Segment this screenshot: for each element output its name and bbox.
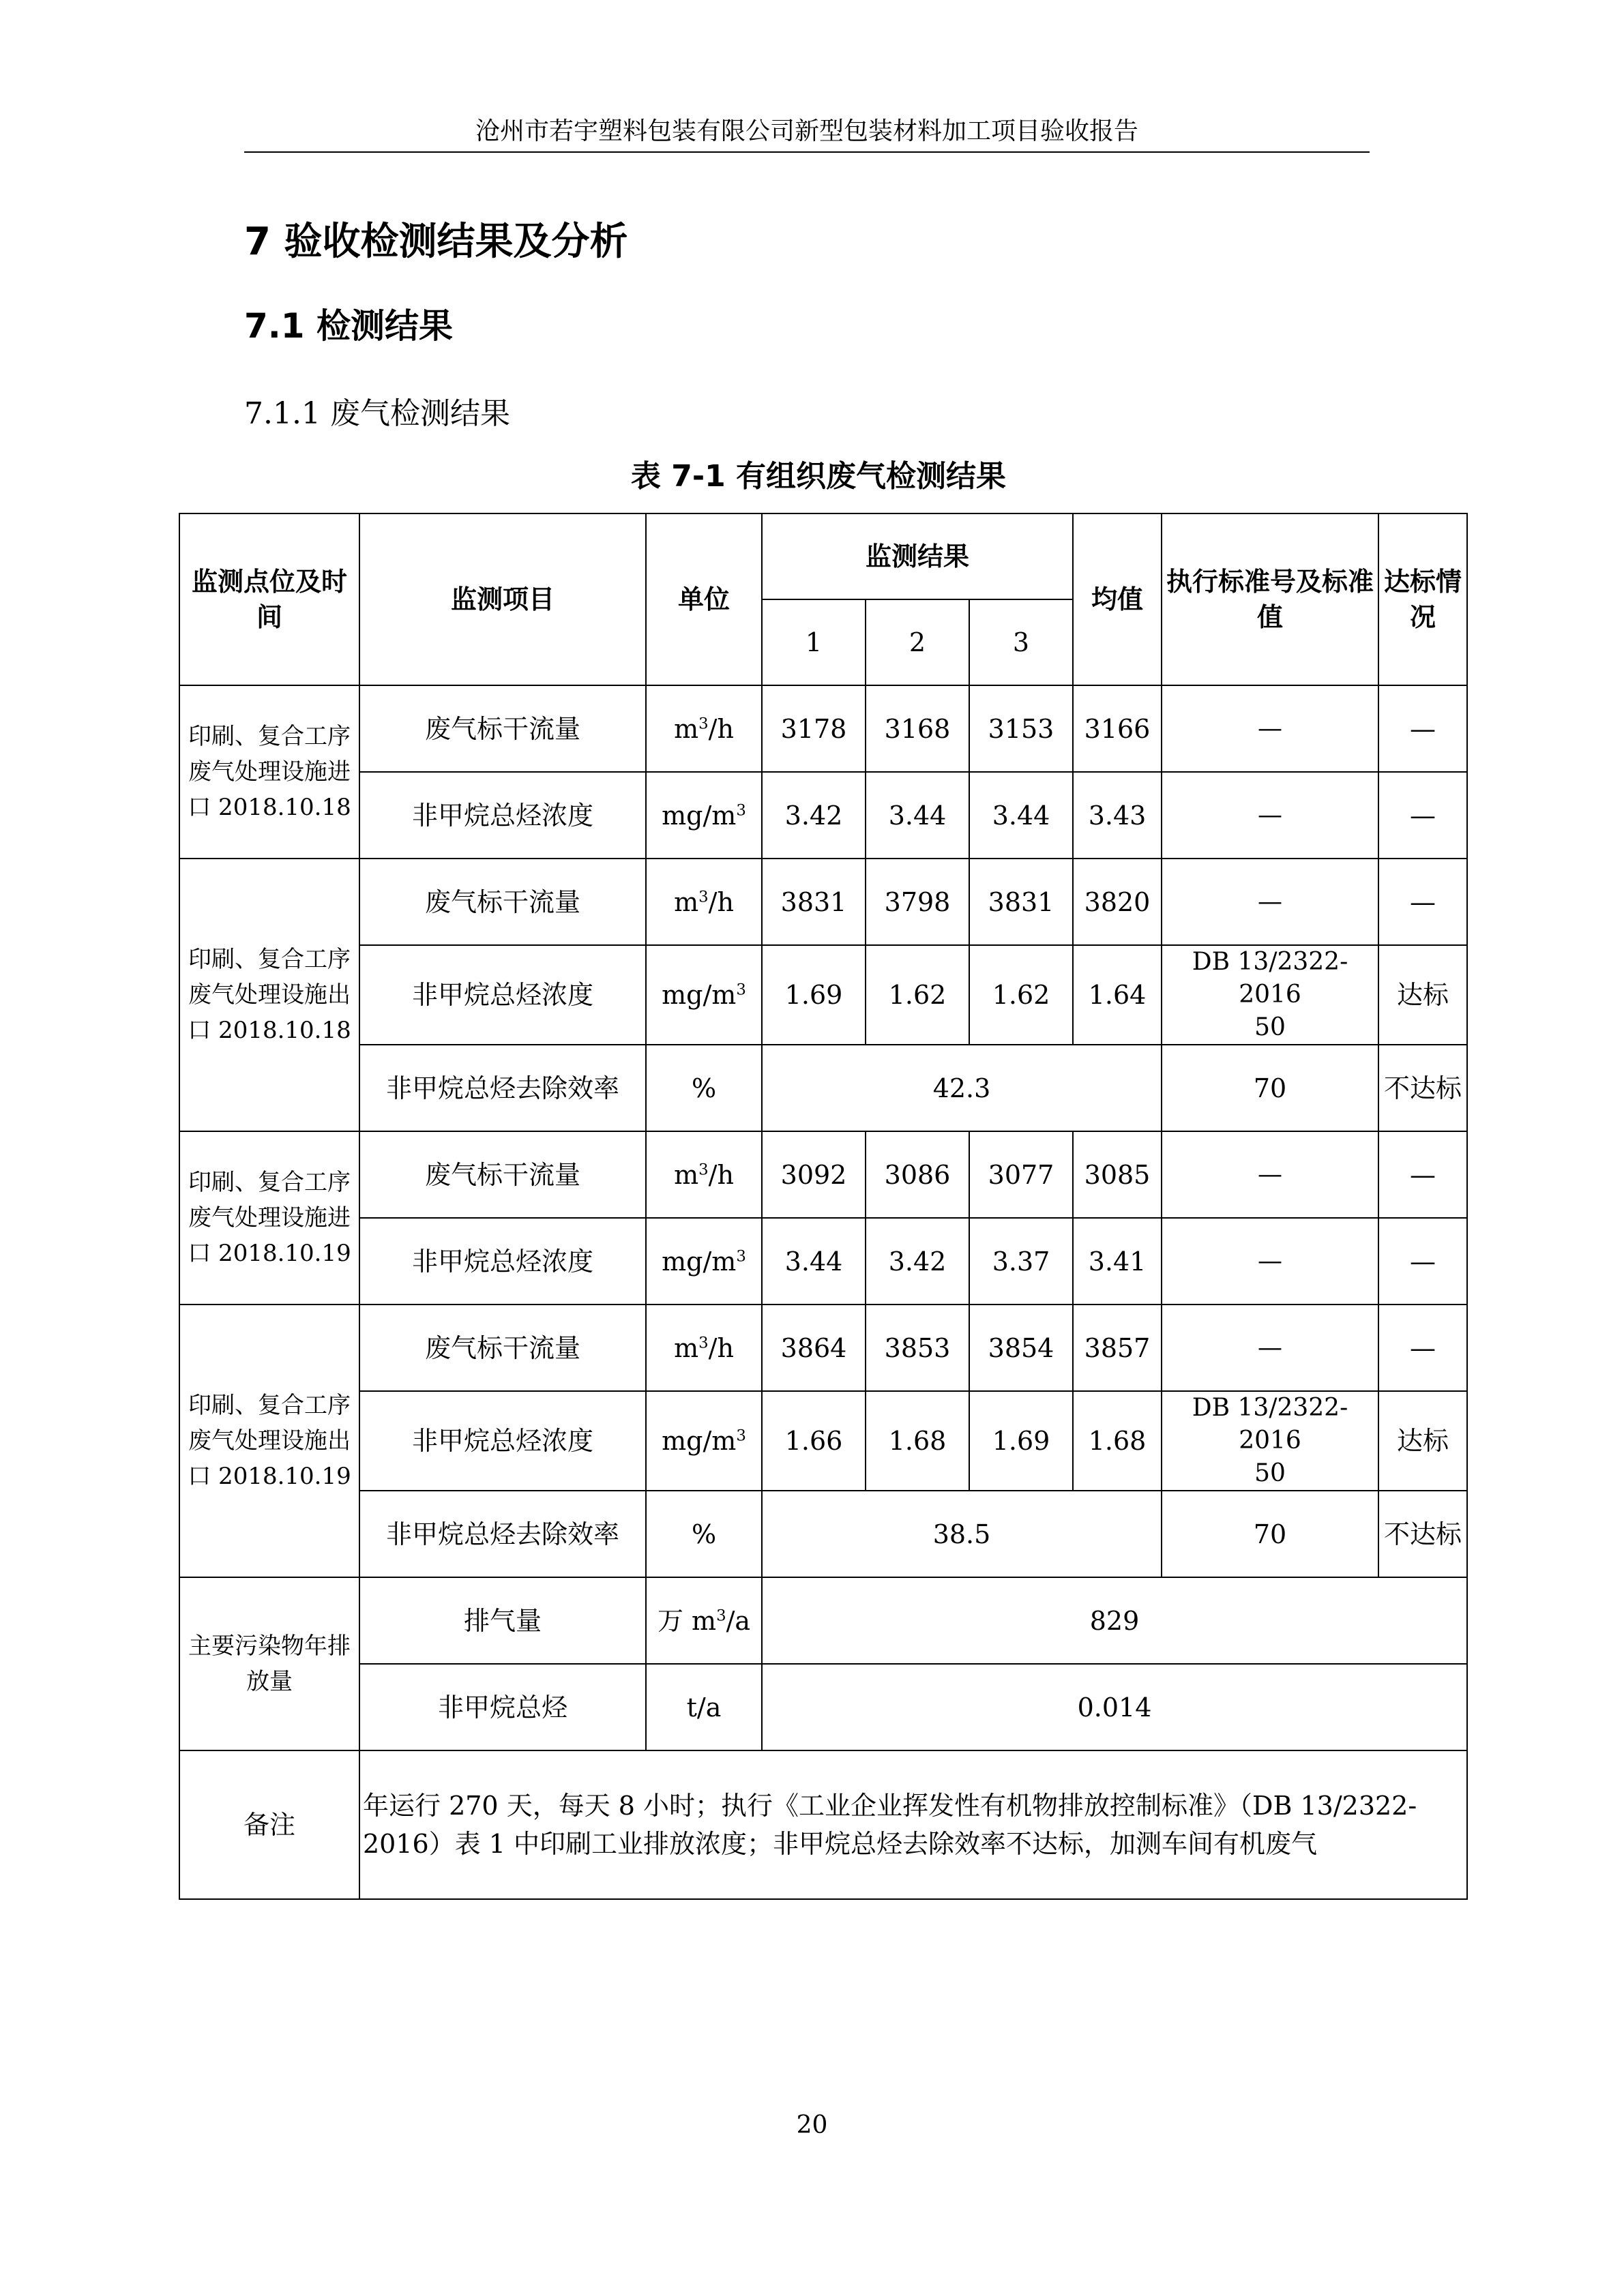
compliance-cell: —	[1378, 1304, 1467, 1391]
unit-cell	[646, 1218, 762, 1304]
page-number: 20	[796, 2111, 828, 2139]
table-row	[179, 685, 1467, 772]
unit-base: mg/m	[662, 980, 737, 1010]
header-result-3: 3	[969, 599, 1073, 685]
mean-cell: 3085	[1073, 1131, 1162, 1218]
compliance-cell: —	[1378, 1131, 1467, 1218]
header-location: 监测点位及时间	[179, 513, 359, 685]
standard-cell: 70	[1162, 1045, 1378, 1131]
result-1-cell: 1.66	[762, 1391, 866, 1491]
mean-cell: 1.64	[1073, 945, 1162, 1045]
table-row	[179, 1664, 1467, 1750]
result-2-cell: 3168	[866, 685, 969, 772]
unit-tail: /h	[708, 886, 734, 917]
table-row	[179, 1577, 1467, 1664]
header-rule	[244, 151, 1370, 153]
compliance-cell: 不达标	[1378, 1045, 1467, 1131]
header-unit: 单位	[646, 513, 762, 685]
standard-cell: —	[1162, 1304, 1378, 1391]
result-2-cell: 3086	[866, 1131, 969, 1218]
result-3-cell: 3077	[969, 1131, 1073, 1218]
mean-cell: 3820	[1073, 859, 1162, 945]
item-cell: 废气标干流量	[359, 1131, 646, 1218]
unit-tail: /a	[726, 1605, 751, 1636]
unit-tail: /h	[708, 1332, 734, 1363]
running-header: 沧州市若宇塑料包装有限公司新型包装材料加工项目验收报告	[475, 117, 1138, 145]
result-3-cell: 3854	[969, 1304, 1073, 1391]
result-3-cell: 3153	[969, 685, 1073, 772]
table-row	[179, 859, 1467, 945]
item-cell: 排气量	[359, 1577, 646, 1664]
mean-cell: 1.68	[1073, 1391, 1162, 1491]
compliance-cell: —	[1378, 859, 1467, 945]
table-row	[179, 1491, 1467, 1577]
header-item: 监测项目	[359, 513, 646, 685]
standard-cell: DB 13/2322-2016 50	[1162, 1391, 1378, 1491]
item-cell: 非甲烷总烃浓度	[359, 945, 646, 1045]
result-3-cell: 3.37	[969, 1218, 1073, 1304]
table-row	[179, 945, 1467, 1045]
header-result-2: 2	[866, 599, 969, 685]
result-2-cell: 1.68	[866, 1391, 969, 1491]
unit-base: t/a	[686, 1692, 722, 1723]
remark-text: 年运行 270 天，每天 8 小时；执行《工业企业挥发性有机物排放控制标准》（DB 13/2322-2016）表 1 中印刷工业排放浓度；非甲烷总烃去除效率不达标，加测车间有机废气	[359, 1750, 1467, 1899]
annual-value-cell: 829	[762, 1577, 1467, 1664]
unit-base: m	[674, 713, 699, 744]
unit-cell	[646, 945, 762, 1045]
header-results: 监测结果	[762, 513, 1073, 599]
table-row	[179, 772, 1467, 859]
mean-cell: 3857	[1073, 1304, 1162, 1391]
unit-cell	[646, 1304, 762, 1391]
unit-exponent: 3	[736, 801, 746, 819]
item-cell: 非甲烷总烃浓度	[359, 1218, 646, 1304]
section-heading: 7.1 检测结果	[244, 306, 453, 346]
unit-base: mg/m	[662, 1246, 737, 1277]
unit-cell: %	[646, 1045, 762, 1131]
unit-base: m	[674, 1159, 699, 1190]
location-cell: 印刷、复合工序废气处理设施出口 2018.10.19	[179, 1304, 359, 1577]
unit-base: mg/m	[662, 800, 737, 831]
unit-cell	[646, 1664, 762, 1750]
unit-exponent: 3	[736, 1247, 746, 1265]
efficiency-value-cell: 38.5	[762, 1491, 1162, 1577]
standard-cell: 70	[1162, 1491, 1378, 1577]
item-cell: 非甲烷总烃去除效率	[359, 1045, 646, 1131]
standard-cell: —	[1162, 685, 1378, 772]
location-cell: 印刷、复合工序废气处理设施进口 2018.10.18	[179, 685, 359, 859]
remark-label: 备注	[179, 1750, 359, 1899]
annual-emission-label: 主要污染物年排放量	[179, 1577, 359, 1750]
result-1-cell: 3864	[762, 1304, 866, 1391]
unit-cell	[646, 685, 762, 772]
result-2-cell: 3.44	[866, 772, 969, 859]
item-cell: 非甲烷总烃去除效率	[359, 1491, 646, 1577]
unit-cell: %	[646, 1491, 762, 1577]
result-1-cell: 3092	[762, 1131, 866, 1218]
unit-tail: /h	[708, 713, 734, 744]
header-compliance: 达标情况	[1378, 513, 1467, 685]
unit-base: mg/m	[662, 1426, 737, 1456]
item-cell: 非甲烷总烃浓度	[359, 1391, 646, 1491]
mean-cell: 3.41	[1073, 1218, 1162, 1304]
compliance-cell: 不达标	[1378, 1491, 1467, 1577]
unit-base: m	[674, 886, 699, 917]
item-cell: 废气标干流量	[359, 1304, 646, 1391]
header-mean: 均值	[1073, 513, 1162, 685]
item-cell: 非甲烷总烃	[359, 1664, 646, 1750]
location-cell: 印刷、复合工序废气处理设施进口 2018.10.19	[179, 1131, 359, 1304]
unit-exponent: 3	[736, 1427, 746, 1445]
result-1-cell: 3831	[762, 859, 866, 945]
unit-cell	[646, 1131, 762, 1218]
result-1-cell: 3.44	[762, 1218, 866, 1304]
result-2-cell: 3.42	[866, 1218, 969, 1304]
result-3-cell: 1.69	[969, 1391, 1073, 1491]
unit-exponent: 3	[716, 1606, 726, 1624]
result-1-cell: 1.69	[762, 945, 866, 1045]
table-row	[179, 1218, 1467, 1304]
standard-cell: —	[1162, 1131, 1378, 1218]
subsection-heading: 7.1.1 废气检测结果	[244, 396, 510, 431]
unit-exponent: 3	[698, 1160, 709, 1178]
table-row	[179, 1045, 1467, 1131]
unit-exponent: 3	[698, 714, 709, 732]
compliance-cell: 达标	[1378, 945, 1467, 1045]
compliance-cell: —	[1378, 685, 1467, 772]
unit-tail: /h	[708, 1159, 734, 1190]
compliance-cell: 达标	[1378, 1391, 1467, 1491]
result-2-cell: 3798	[866, 859, 969, 945]
efficiency-value-cell: 42.3	[762, 1045, 1162, 1131]
table-caption: 表 7-1 有组织废气检测结果	[630, 459, 1007, 494]
table-row	[179, 1304, 1467, 1391]
location-cell: 印刷、复合工序废气处理设施出口 2018.10.18	[179, 859, 359, 1131]
result-2-cell: 3853	[866, 1304, 969, 1391]
standard-cell: —	[1162, 772, 1378, 859]
compliance-cell: —	[1378, 1218, 1467, 1304]
exhaust-gas-table	[179, 513, 1468, 1900]
standard-cell: DB 13/2322-2016 50	[1162, 945, 1378, 1045]
unit-base: 万 m	[657, 1605, 717, 1636]
unit-exponent: 3	[736, 981, 746, 999]
result-1-cell: 3.42	[762, 772, 866, 859]
header-standard: 执行标准号及标准值	[1162, 513, 1378, 685]
unit-cell	[646, 1577, 762, 1664]
unit-base: m	[674, 1332, 699, 1363]
result-3-cell: 3831	[969, 859, 1073, 945]
mean-cell: 3.43	[1073, 772, 1162, 859]
standard-cell: —	[1162, 859, 1378, 945]
annual-value-cell: 0.014	[762, 1664, 1467, 1750]
standard-cell: —	[1162, 1218, 1378, 1304]
item-cell: 废气标干流量	[359, 685, 646, 772]
chapter-heading: 7 验收检测结果及分析	[244, 220, 628, 264]
item-cell: 非甲烷总烃浓度	[359, 772, 646, 859]
mean-cell: 3166	[1073, 685, 1162, 772]
unit-exponent: 3	[698, 1333, 709, 1352]
result-2-cell: 1.62	[866, 945, 969, 1045]
remark-row	[179, 1750, 1467, 1899]
compliance-cell: —	[1378, 772, 1467, 859]
unit-cell	[646, 772, 762, 859]
table-row	[179, 1391, 1467, 1491]
header-result-1: 1	[762, 599, 866, 685]
result-1-cell: 3178	[762, 685, 866, 772]
item-cell: 废气标干流量	[359, 859, 646, 945]
unit-cell	[646, 859, 762, 945]
unit-cell	[646, 1391, 762, 1491]
result-3-cell: 3.44	[969, 772, 1073, 859]
table-row	[179, 1131, 1467, 1218]
result-3-cell: 1.62	[969, 945, 1073, 1045]
unit-exponent: 3	[698, 887, 709, 906]
